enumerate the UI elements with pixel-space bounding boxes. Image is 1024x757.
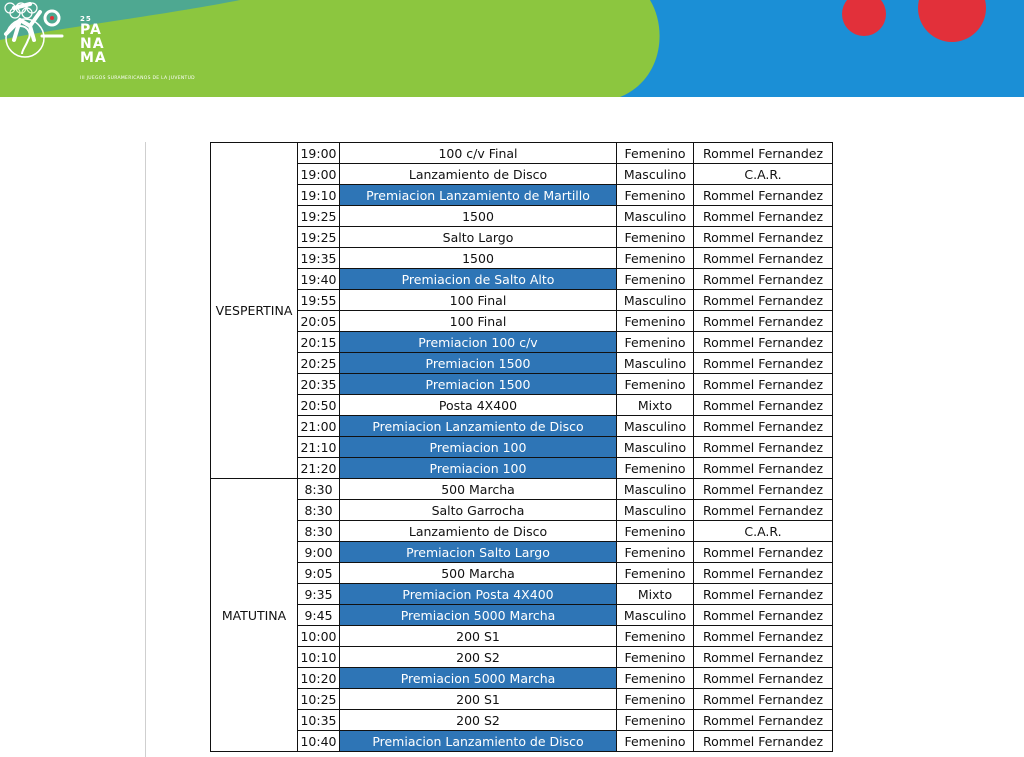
table-row [211,416,833,437]
gender-cell: Femenino [617,689,694,710]
gender-cell: Femenino [617,668,694,689]
table-row [211,437,833,458]
venue-cell: Rommel Fernandez [694,626,833,647]
venue-cell: Rommel Fernandez [694,584,833,605]
event-cell: 100 c/v Final [340,143,617,164]
table-row [211,227,833,248]
event-cell: Premiacion Posta 4X400 [340,584,617,605]
time-cell: 20:25 [298,353,340,374]
venue-cell: Rommel Fernandez [694,437,833,458]
venue-cell: Rommel Fernandez [694,185,833,206]
time-cell: 20:05 [298,311,340,332]
panama-logo: 25 PA NA MA [80,15,107,66]
gender-cell: Femenino [617,227,694,248]
event-cell: 200 S1 [340,626,617,647]
table-row [211,563,833,584]
gender-cell: Femenino [617,521,694,542]
table-row [211,143,833,164]
gender-cell: Masculino [617,479,694,500]
venue-cell: Rommel Fernandez [694,416,833,437]
time-cell: 20:15 [298,332,340,353]
venue-cell: Rommel Fernandez [694,311,833,332]
gender-cell: Femenino [617,332,694,353]
red-circle-left [842,0,886,36]
event-cell: Premiacion de Salto Alto [340,269,617,290]
venue-cell: Rommel Fernandez [694,248,833,269]
time-cell: 19:55 [298,290,340,311]
gender-cell: Femenino [617,647,694,668]
header-banner [0,0,1024,97]
table-row [211,626,833,647]
venue-cell: C.A.R. [694,521,833,542]
gender-cell: Femenino [617,269,694,290]
schedule-table [210,142,833,752]
logo-tagline: III JUEGOS SURAMERICANOS DE LA JUVENTUD [80,76,195,81]
event-cell: Posta 4X400 [340,395,617,416]
time-cell: 21:00 [298,416,340,437]
venue-cell: Rommel Fernandez [694,143,833,164]
table-row [211,479,833,500]
athletics-runner-icon [0,0,66,44]
venue-cell: Rommel Fernandez [694,353,833,374]
time-cell: 19:10 [298,185,340,206]
gender-cell: Masculino [617,500,694,521]
venue-cell: Rommel Fernandez [694,395,833,416]
table-row [211,584,833,605]
event-cell: Premiacion Lanzamiento de Disco [340,416,617,437]
event-cell: 200 S2 [340,647,617,668]
time-cell: 10:25 [298,689,340,710]
time-cell: 9:05 [298,563,340,584]
time-cell: 8:30 [298,521,340,542]
time-cell: 19:25 [298,227,340,248]
venue-cell: Rommel Fernandez [694,479,833,500]
event-cell: Premiacion 100 c/v [340,332,617,353]
venue-cell: Rommel Fernandez [694,206,833,227]
time-cell: 20:50 [298,395,340,416]
time-cell: 10:00 [298,626,340,647]
event-cell: Premiacion Lanzamiento de Disco [340,731,617,752]
gender-cell: Femenino [617,374,694,395]
session-label: MATUTINA [211,479,298,752]
gender-cell: Femenino [617,458,694,479]
table-row [211,458,833,479]
time-cell: 9:00 [298,542,340,563]
venue-cell: Rommel Fernandez [694,290,833,311]
event-cell: Premiacion 100 [340,437,617,458]
table-row [211,269,833,290]
time-cell: 19:35 [298,248,340,269]
gender-cell: Masculino [617,437,694,458]
table-row [211,185,833,206]
table-row [211,206,833,227]
time-cell: 9:45 [298,605,340,626]
venue-cell: Rommel Fernandez [694,374,833,395]
gender-cell: Femenino [617,311,694,332]
time-cell: 20:35 [298,374,340,395]
venue-cell: Rommel Fernandez [694,710,833,731]
venue-cell: Rommel Fernandez [694,647,833,668]
event-cell: 1500 [340,206,617,227]
table-row [211,395,833,416]
time-cell: 8:30 [298,479,340,500]
gender-cell: Masculino [617,164,694,185]
venue-cell: C.A.R. [694,164,833,185]
time-cell: 19:25 [298,206,340,227]
table-row [211,500,833,521]
gender-cell: Mixto [617,584,694,605]
time-cell: 9:35 [298,584,340,605]
page-margin-line [145,142,146,757]
event-cell: Premiacion Salto Largo [340,542,617,563]
gender-cell: Femenino [617,542,694,563]
venue-cell: Rommel Fernandez [694,689,833,710]
time-cell: 8:30 [298,500,340,521]
gender-cell: Mixto [617,395,694,416]
event-cell: Premiacion 100 [340,458,617,479]
gender-cell: Masculino [617,206,694,227]
table-row [211,290,833,311]
time-cell: 19:00 [298,143,340,164]
time-cell: 10:35 [298,710,340,731]
event-cell: 100 Final [340,311,617,332]
gender-cell: Femenino [617,710,694,731]
table-row [211,605,833,626]
event-cell: 200 S1 [340,689,617,710]
event-cell: Lanzamiento de Disco [340,521,617,542]
gender-cell: Femenino [617,143,694,164]
gender-cell: Femenino [617,626,694,647]
table-row [211,710,833,731]
table-row [211,689,833,710]
table-row [211,668,833,689]
table-row [211,542,833,563]
event-cell: 100 Final [340,290,617,311]
table-row [211,374,833,395]
event-cell: Premiacion 1500 [340,374,617,395]
time-cell: 19:40 [298,269,340,290]
event-cell: 500 Marcha [340,563,617,584]
event-cell: Premiacion 5000 Marcha [340,668,617,689]
event-cell: Lanzamiento de Disco [340,164,617,185]
venue-cell: Rommel Fernandez [694,605,833,626]
event-cell: Premiacion Lanzamiento de Martillo [340,185,617,206]
event-cell: 500 Marcha [340,479,617,500]
table-row [211,731,833,752]
gender-cell: Masculino [617,353,694,374]
venue-cell: Rommel Fernandez [694,458,833,479]
time-cell: 10:20 [298,668,340,689]
venue-cell: Rommel Fernandez [694,731,833,752]
table-row [211,353,833,374]
table-row [211,521,833,542]
venue-cell: Rommel Fernandez [694,227,833,248]
time-cell: 10:10 [298,647,340,668]
table-row [211,647,833,668]
table-row [211,311,833,332]
event-cell: Salto Largo [340,227,617,248]
venue-cell: Rommel Fernandez [694,542,833,563]
red-circle-right [918,0,986,42]
banner-graphic [0,0,1024,97]
gender-cell: Masculino [617,605,694,626]
event-cell: 200 S2 [340,710,617,731]
table-row [211,332,833,353]
venue-cell: Rommel Fernandez [694,668,833,689]
time-cell: 21:20 [298,458,340,479]
event-cell: Salto Garrocha [340,500,617,521]
venue-cell: Rommel Fernandez [694,332,833,353]
gender-cell: Masculino [617,290,694,311]
event-cell: Premiacion 1500 [340,353,617,374]
time-cell: 21:10 [298,437,340,458]
event-cell: Premiacion 5000 Marcha [340,605,617,626]
time-cell: 19:00 [298,164,340,185]
gender-cell: Femenino [617,185,694,206]
gender-cell: Masculino [617,416,694,437]
gender-cell: Femenino [617,731,694,752]
venue-cell: Rommel Fernandez [694,563,833,584]
table-row [211,248,833,269]
gender-cell: Femenino [617,248,694,269]
venue-cell: Rommel Fernandez [694,269,833,290]
session-label: VESPERTINA [211,143,298,479]
event-cell: 1500 [340,248,617,269]
gender-cell: Femenino [617,563,694,584]
time-cell: 10:40 [298,731,340,752]
venue-cell: Rommel Fernandez [694,500,833,521]
table-row [211,164,833,185]
